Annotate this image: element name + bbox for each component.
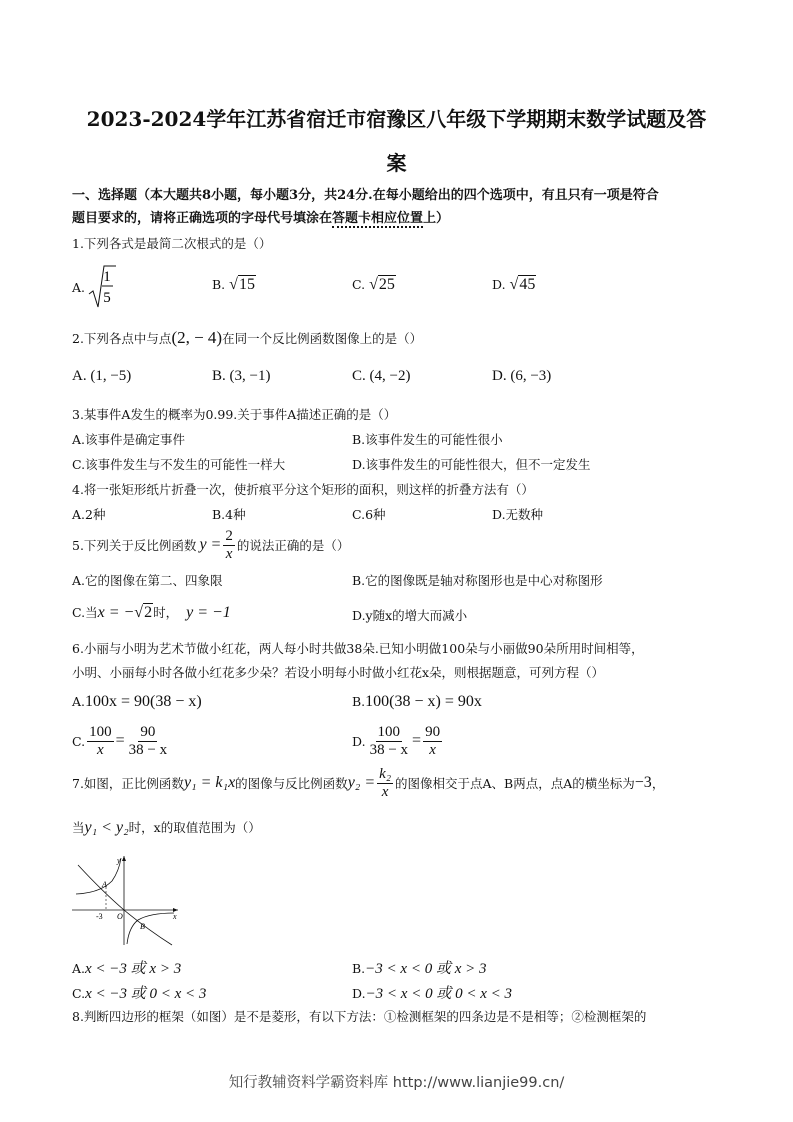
q1-b-label: B. — [212, 277, 226, 292]
q7-a-label: A. — [72, 961, 86, 976]
q5-c-sqrt: √2 — [134, 604, 153, 621]
q5-func: y = — [199, 536, 222, 553]
q1-a-sqrt-sign — [87, 264, 117, 310]
q1-option-a — [72, 264, 117, 310]
q7-hyperbola-upper — [76, 858, 121, 894]
q7-line-graph — [78, 865, 172, 945]
q7-option-c — [72, 982, 206, 1003]
q6-b-math: 100(38 − x) = 90x — [365, 693, 482, 710]
q1-d-sqrt: √45 — [509, 276, 536, 293]
q5-stem — [72, 528, 349, 562]
q1-d-label: D. — [492, 277, 506, 292]
q6-option-a — [72, 693, 202, 711]
q7-stem-c: 的图像相交于点A、B两点，点A的横坐标为 — [395, 776, 635, 791]
q6-line1: 6.小丽与小明为艺术节做小红花，两人每小时共做38朵.已知小明做100朵与小丽做90朵所用时间相等， — [72, 641, 644, 656]
q7-graph-label-x: x — [173, 912, 177, 921]
q7-option-d — [352, 982, 512, 1003]
q5-c-b: 时， — [153, 605, 179, 620]
q7-line1 — [72, 766, 664, 800]
q7-d-math: −3 < x < 0 或 0 < x < 3 — [365, 986, 512, 1002]
q5-fraction: $\frac{2}{x}$ — [225, 528, 233, 562]
q8-line1: 8.判断四边形的框架（如图）是不是菱形，有以下方法：①检测框架的四条边是不是相等；②检测框架的 — [72, 1009, 647, 1024]
q6-d-label: D. — [352, 733, 366, 749]
q5-c-c: y = −1 — [186, 604, 231, 621]
q1-option-d — [492, 276, 536, 294]
q6-c-label: C. — [72, 733, 86, 749]
q7-a-math: x < −3 或 x > 3 — [85, 961, 182, 977]
section-header-part-a: 题目要求的，请将正确选项的字母代号填涂在 — [72, 211, 333, 226]
q3-option-d: D.该事件发生的可能性很大，但不一定发生 — [352, 457, 591, 472]
q5-option-b: B.它的图像既是轴对称图形也是中心对称图形 — [352, 573, 603, 588]
q7-m1: y₁ = k₁x — [183, 774, 236, 791]
section-header-line2 — [72, 207, 449, 226]
q6-c-frac2: $\frac{90}{38 - x}$ — [128, 724, 168, 758]
q2-option-d: D. (6, −3) — [492, 368, 552, 384]
q7-graph-label-o: O — [117, 912, 123, 921]
q5-stem-a: 5.下列关于反比例函数 — [72, 538, 197, 553]
doc-title-line2: 案 — [386, 151, 407, 175]
q3-option-c: C.该事件发生与不发生的可能性一样大 — [72, 457, 286, 472]
q5-option-a: A.它的图像在第二、四象限 — [72, 573, 223, 588]
q5-option-c — [72, 603, 231, 622]
q7-stem-d: ， — [651, 776, 665, 791]
q4-option-b: B.4种 — [212, 507, 246, 522]
q6-d-frac2: $\frac{90}{x}$ — [425, 724, 441, 758]
q7-c-math: x < −3 或 0 < x < 3 — [85, 986, 207, 1002]
page-footer: 知行教辅资料学霸资料库 http://www.lianjie99.cn/ — [228, 1075, 565, 1091]
q7-m4: y₁ < y₂ — [84, 819, 129, 836]
q7-line2 — [72, 818, 261, 837]
q1-option-c — [352, 276, 396, 294]
q1-a-den: 5 — [103, 290, 111, 306]
doc-title-line1: 2023-2024学年江苏省宿迁市宿豫区八年级下学期期末数学试题及答 — [86, 107, 707, 131]
q7-graph-figure — [72, 853, 182, 948]
q7-graph-label-y: y — [117, 856, 121, 865]
q2-stem-b: 在同一个反比例函数图像上的是（） — [222, 331, 423, 346]
q3-option-b: B.该事件发生的可能性很小 — [352, 432, 503, 447]
q7-line2-a: 当 — [72, 820, 85, 835]
q1-a-label: A. — [72, 279, 86, 295]
q5-c-a: C.当 — [72, 605, 98, 620]
q7-c-label: C. — [72, 986, 86, 1001]
q6-option-c — [72, 724, 171, 758]
q2-stem-point: (2, − 4) — [171, 328, 223, 347]
q6-c-eq: = — [115, 732, 125, 749]
q2-option-c: C. (4, −2) — [352, 368, 411, 384]
q3-option-a: A.该事件是确定事件 — [72, 432, 186, 447]
q7-graph-label-m3: -3 — [96, 912, 103, 921]
q1-c-sqrt: √25 — [369, 276, 395, 293]
section-header-line1: 一、选择题（本大题共8小题，每小题3分，共24分.在每小题给出的四个选项中，有且只有一项是符合 — [72, 188, 659, 203]
q6-line2: 小明、小丽每小时各做小红花多少朵？若设小明每小时做小红花x朵，则根据题意，可列方程（） — [72, 665, 605, 680]
q4-option-d: D.无数种 — [492, 507, 544, 522]
q6-d-eq: = — [412, 732, 422, 749]
q3-stem: 3.某事件A发生的概率为0.99.关于事件A描述正确的是（） — [72, 407, 397, 422]
q2-stem-a: 2.下列各点中与点 — [72, 331, 172, 346]
q7-option-b — [352, 957, 486, 978]
q6-c-frac1: $\frac{100}{x}$ — [89, 724, 112, 758]
q7-stem-b: 的图像与反比例函数 — [235, 776, 348, 791]
q6-a-label: A. — [72, 694, 86, 709]
q7-m2: y₂ = — [347, 774, 376, 791]
q1-b-sqrt: √15 — [229, 276, 255, 293]
q7-graph-label-b: B — [140, 922, 145, 931]
q7-graph-label-a: A — [102, 880, 107, 889]
q1-a-num: 1 — [103, 269, 111, 285]
q4-stem: 4.将一张矩形纸片折叠一次，使折痕平分这个矩形的面积，则这样的折叠方法有（） — [72, 482, 534, 497]
q4-option-a: A.2种 — [72, 507, 106, 522]
q5-c-math: x = − — [97, 604, 135, 621]
q6-option-d — [352, 724, 444, 758]
q7-option-a — [72, 957, 181, 978]
section-header-part-c: 上） — [423, 211, 450, 226]
q4-option-c: C.6种 — [352, 507, 386, 522]
q7-b-math: −3 < x < 0 或 x > 3 — [365, 961, 487, 977]
q2-option-a: A. (1, −5) — [72, 368, 132, 384]
q6-b-label: B. — [352, 694, 366, 709]
section-header-part-b: 答题卡相应位置 — [332, 211, 424, 226]
q5-option-d: D.y随x的增大而减小 — [352, 608, 468, 623]
q1-stem: 1.下列各式是最简二次根式的是（） — [72, 236, 272, 251]
q2-option-b: B. (3, −1) — [212, 368, 271, 384]
q5-stem-b: 的说法正确的是（） — [236, 538, 350, 553]
q1-option-b — [212, 276, 256, 294]
q7-d-label: D. — [352, 986, 366, 1001]
q2-stem — [72, 328, 422, 348]
q6-a-math: 100x = 90(38 − x) — [85, 693, 202, 710]
q1-c-label: C. — [352, 277, 366, 292]
q7-m3: −3 — [634, 774, 652, 791]
q6-d-frac1: $\frac{100}{38 - x}$ — [369, 724, 409, 758]
q7-b-label: B. — [352, 961, 366, 976]
q6-option-b — [352, 693, 482, 711]
q7-stem-a: 7.如图，正比例函数 — [72, 776, 184, 791]
q7-fraction: $\frac{\text{k₂}}{x}$ — [379, 766, 392, 800]
q7-line2-b: 时，x的取值范围为（） — [128, 820, 261, 835]
